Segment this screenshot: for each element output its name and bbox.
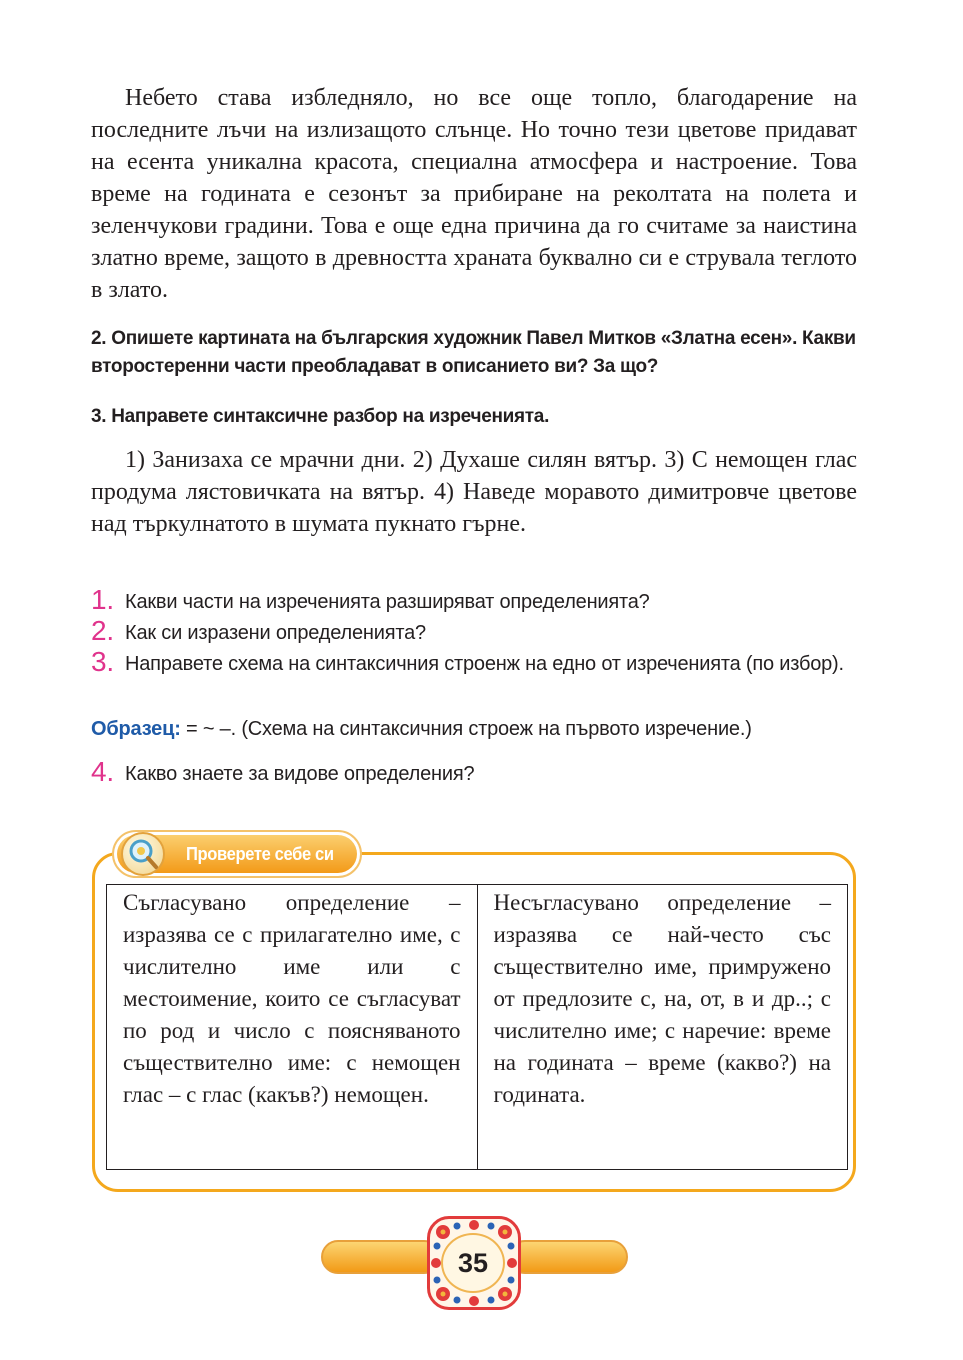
question-number: 3. xyxy=(91,646,114,677)
table-row xyxy=(107,885,848,1170)
question-text: Какви части на изреченията разширяват определенията? xyxy=(125,591,650,613)
sample-text: = ~ –. (Схема на синтаксичния строеж на първото изречение.) xyxy=(180,718,752,740)
question-text: Как си изразени определенията? xyxy=(125,622,426,644)
intro-paragraph: Небето става избледняло, но все още топло, благодарение на последните лъчи на излизащото слънце. Но точно тези цветове придават на есента уникална красота, специална атмосфера и настроение. Това време на годината е сезонът за прибиране на реколтата на полета и зеленчукови градини. Това е още една причина да го считаме за наистина златно време, защото в древността храната буквално си е струвала теглото в злато. xyxy=(91,85,857,303)
question-text: Направете схема на синтаксичния строенж на едно от изреченията (по избор). xyxy=(125,653,844,675)
question-number: 4. xyxy=(91,756,114,787)
non-agreed-attribute-cell: Несъгласувано определение – изразява се най-често със съществително име, примружено от предлозите с, на, от, в и др..; с числително име; с наречие: време на годината – време (какво?) на годината. xyxy=(477,885,848,1170)
question-2 xyxy=(91,615,861,648)
definitions-table xyxy=(106,884,848,1170)
task-2: 2. Опишете картината на българския художник Павел Митков «Златна есен». Какви второстеренни части преобладават в описанието ви? За що? xyxy=(91,328,856,377)
magnifier-icon xyxy=(121,832,165,876)
question-text: Какво знаете за видове определения? xyxy=(125,763,475,785)
sentences-paragraph: 1) Занизаха се мрачни дни. 2) Духаше силян вятър. 3) С немощен глас продума лястовичката на вятър. 4) Наведе моравото димитровче цветове над търкулнатото в шумата пукнато гърне. xyxy=(91,447,857,537)
question-number: 1. xyxy=(91,584,114,615)
question-3 xyxy=(91,646,861,679)
sample-line xyxy=(91,715,861,744)
task-3: 3. Направете синтаксичне разбор на изреченията. xyxy=(91,406,550,427)
sample-label: Образец: xyxy=(91,718,181,740)
question-1 xyxy=(91,584,861,617)
check-yourself-title: Проверете себе си xyxy=(186,844,334,864)
question-number: 2. xyxy=(91,615,114,646)
agreed-attribute-cell: Съгласувано определение – изразява се с прилагателно име, с числително име или с местоимение, които се съгласуват по род и число с поясняваното съществително име: с немощен глас – с глас (какъв?) немощен. xyxy=(107,885,478,1170)
question-4 xyxy=(91,756,861,789)
page-bar-left xyxy=(321,1240,441,1274)
page-number: 35 xyxy=(441,1233,505,1293)
page-bar-right xyxy=(508,1240,628,1274)
